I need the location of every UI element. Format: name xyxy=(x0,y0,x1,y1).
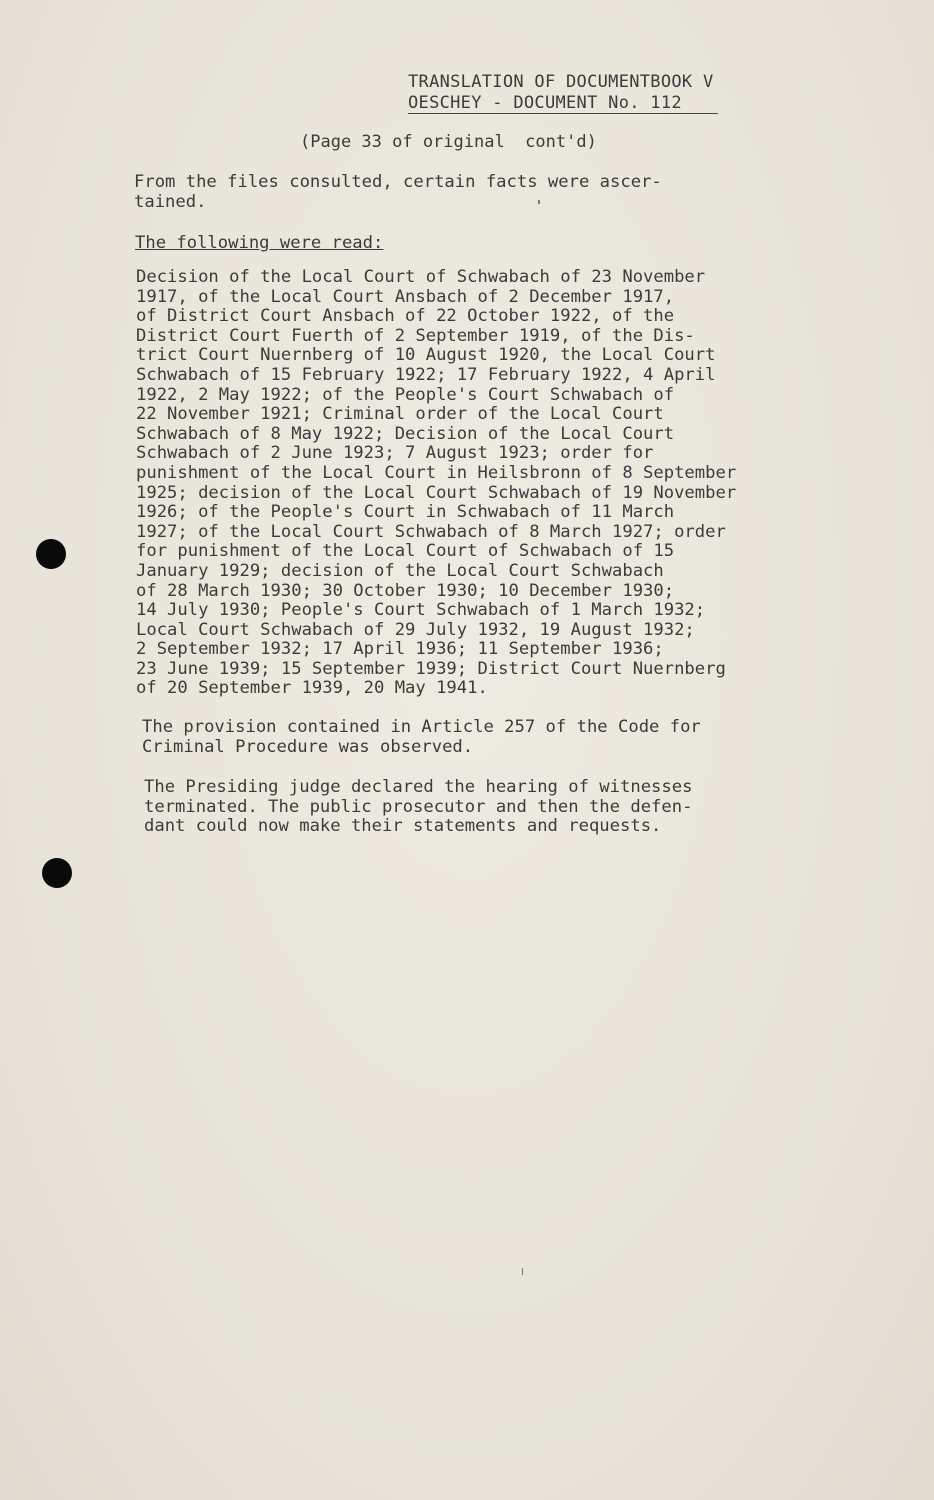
paragraph-files-consulted: From the files consulted, certain facts were ascer- tained. xyxy=(134,172,662,212)
punch-hole-lower xyxy=(42,858,72,888)
section-heading: The following were read: xyxy=(135,233,384,253)
page-reference: (Page 33 of original cont'd) xyxy=(300,132,597,152)
document-header-subtitle: OESCHEY - DOCUMENT No. 112 xyxy=(408,93,718,114)
paragraph-decisions-list: Decision of the Local Court of Schwabach of 23 November 1917, of the Local Court Ansbach of 2 December 1917, of District Court Ansbach of 22 October 1922, of the District Court Fuerth of 2 September 1919, of the Dis- trict Court Nuernberg of 10 August 1920, the Local Court Schwabach of 15 February 1922; 17 February 1922, 4 April 1922, 2 May 1922; of the People's Court Schwabach of 22 November 1921; Criminal order of the Local Court Schwabach of 8 May 1922; Decision of the Local Court Schwabach of 2 June 1923; 7 August 1923; order for punishment of the Local Court in Heilsbronn of 8 September 1925; decision of the Local Court Schwabach of 19 November 1926; of the People's Court in Schwabach of 11 March 1927; of the Local Court Schwabach of 8 March 1927; order for punishment of the Local Court of Schwabach of 15 January 1929; decision of the Local Court Schwabach of 28 March 1930; 30 October 1930; 10 December 1930; 14 July 1930; People's Court Schwabach of 1 March 1932; Local Court Schwabach of 29 July 1932, 19 August 1932; 2 September 1932; 17 April 1936; 11 September 1936; 23 June 1939; 15 September 1939; District Court Nuernberg of 20 September 1939, 20 May 1941. xyxy=(136,267,737,699)
punch-hole-upper xyxy=(36,539,66,569)
paper-speck xyxy=(538,200,540,204)
paragraph-provision: The provision contained in Article 257 of the Code for Criminal Procedure was observed. xyxy=(142,717,701,757)
paper-speck xyxy=(522,1268,523,1275)
paragraph-hearing-terminated: The Presiding judge declared the hearing of witnesses terminated. The public prosecutor and then the defen- dant could now make their statements and requests. xyxy=(144,777,693,837)
document-header-title: TRANSLATION OF DOCUMENTBOOK V xyxy=(408,72,714,92)
